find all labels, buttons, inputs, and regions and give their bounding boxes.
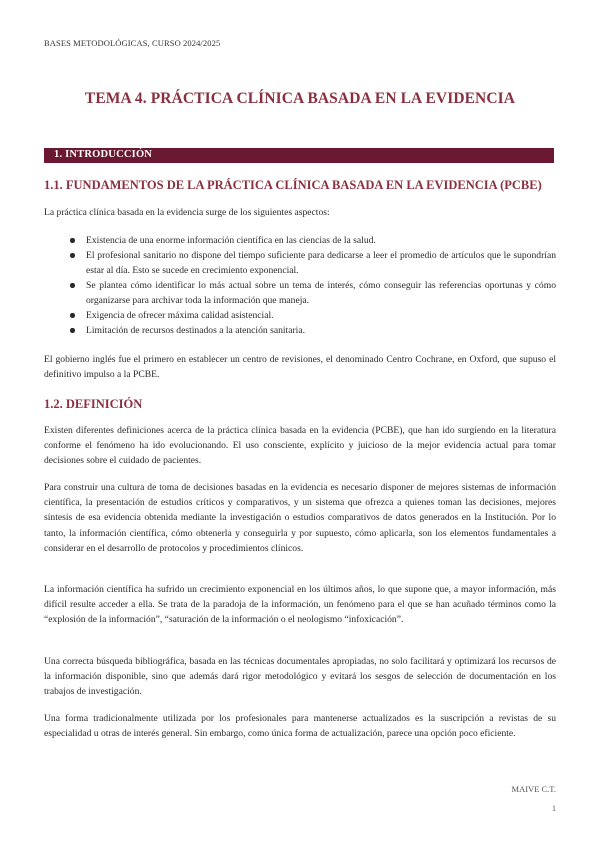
section-bar-introduccion [44, 148, 554, 163]
list-item: Exigencia de ofrecer máxima calidad asistencial. [70, 308, 556, 323]
list-item: Existencia de una enorme información científica en las ciencias de la salud. [70, 233, 556, 248]
subsection-heading-definicion: 1.2. DEFINICIÓN [44, 397, 143, 411]
list-item: Limitación de recursos destinados a la atención sanitaria. [70, 323, 556, 338]
document-header: BASES METODOLÓGICAS, CURSO 2024/2025 [44, 38, 221, 48]
journal-subscription-paragraph: Una forma tradicionalmente utilizada por los profesionales para mantenerse actualizados es la suscripción a revistas de su especialidad u otras de interés general. Sin embargo, como única forma de actualización, parece una opción poco eficiente. [44, 713, 556, 740]
cochrane-paragraph: El gobierno inglés fue el primero en establecer un centro de revisiones, el denominado Centro Cochrane, en Oxford, que supuso el definitivo impulso a la PCBE. [44, 354, 556, 381]
subsection-heading-fundamentos: 1.1. FUNDAMENTOS DE LA PRÁCTICA CLÍNICA BASADA EN LA EVIDENCIA (PCBE) [44, 178, 542, 192]
page-title: TEMA 4. PRÁCTICA CLÍNICA BASADA EN LA EVIDENCIA [84, 90, 516, 107]
bibliographic-search-paragraph: Una correcta búsqueda bibliográfica, basada en las técnicas documentales apropiadas, no solo facilitará y optimizará los recursos de la información disponible, sino que además dará rigor metodológico y evitará los sesgos de selección de documentación en los trabajos de investigación. [44, 656, 556, 698]
footer-author: MAIVE C.T. [511, 784, 556, 794]
list-item: El profesional sanitario no dispone del tiempo suficiente para dedicarse a leer el promedio de artículos que le supondrían estar al día. Esto se sucede en crecimiento exponencial. [70, 248, 556, 278]
aspects-list [70, 233, 556, 338]
page-number: 1 [552, 804, 556, 813]
decision-culture-paragraph: Para construir una cultura de toma de decisiones basadas en la evidencia es necesario disponer de mejores sistemas de información científica, la presentación de estudios críticos y comparativos, y un sistema que ofrezca a quienes toman las decisiones, mejores síntesis de esa evidencia obtenida mediante la investigación o estudios comparativos de datos generados en la Institución. Por lo tanto, la información científica, cómo obtenerla y conseguirla y por supuesto, cómo aplicarla, son los elementos fundamentales a considerar en el desarrollo de protocolos y procedimientos clínicos. [44, 482, 556, 554]
intro-paragraph: La práctica clínica basada en la evidencia surge de los siguientes aspectos: [44, 207, 330, 218]
information-paradox-paragraph: La información científica ha sufrido un crecimiento exponencial en los últimos años, lo que supone que, a mayor información, más difícil resulte acceder a ella. Se trata de la paradoja de la información, un fenómeno para el que se han acuñado términos como la “explosión de la información”, “saturación de la información o el neologismo “infoxicación”. [44, 584, 556, 626]
definition-paragraph: Existen diferentes definiciones acerca de la práctica clínica basada en la evidencia (PCBE), que han ido surgiendo en la literatura conforme el fenómeno ha ido evolucionando. El uso consciente, explícito y juicioso de la mejor evidencia actual para tomar decisiones sobre el cuidado de pacientes. [44, 425, 556, 467]
section-label: 1. INTRODUCCIÓN [54, 149, 153, 160]
list-item: Se plantea cómo identificar lo más actual sobre un tema de interés, cómo conseguir las referencias oportunas y cómo organizarse para archivar toda la información que maneja. [70, 278, 556, 308]
